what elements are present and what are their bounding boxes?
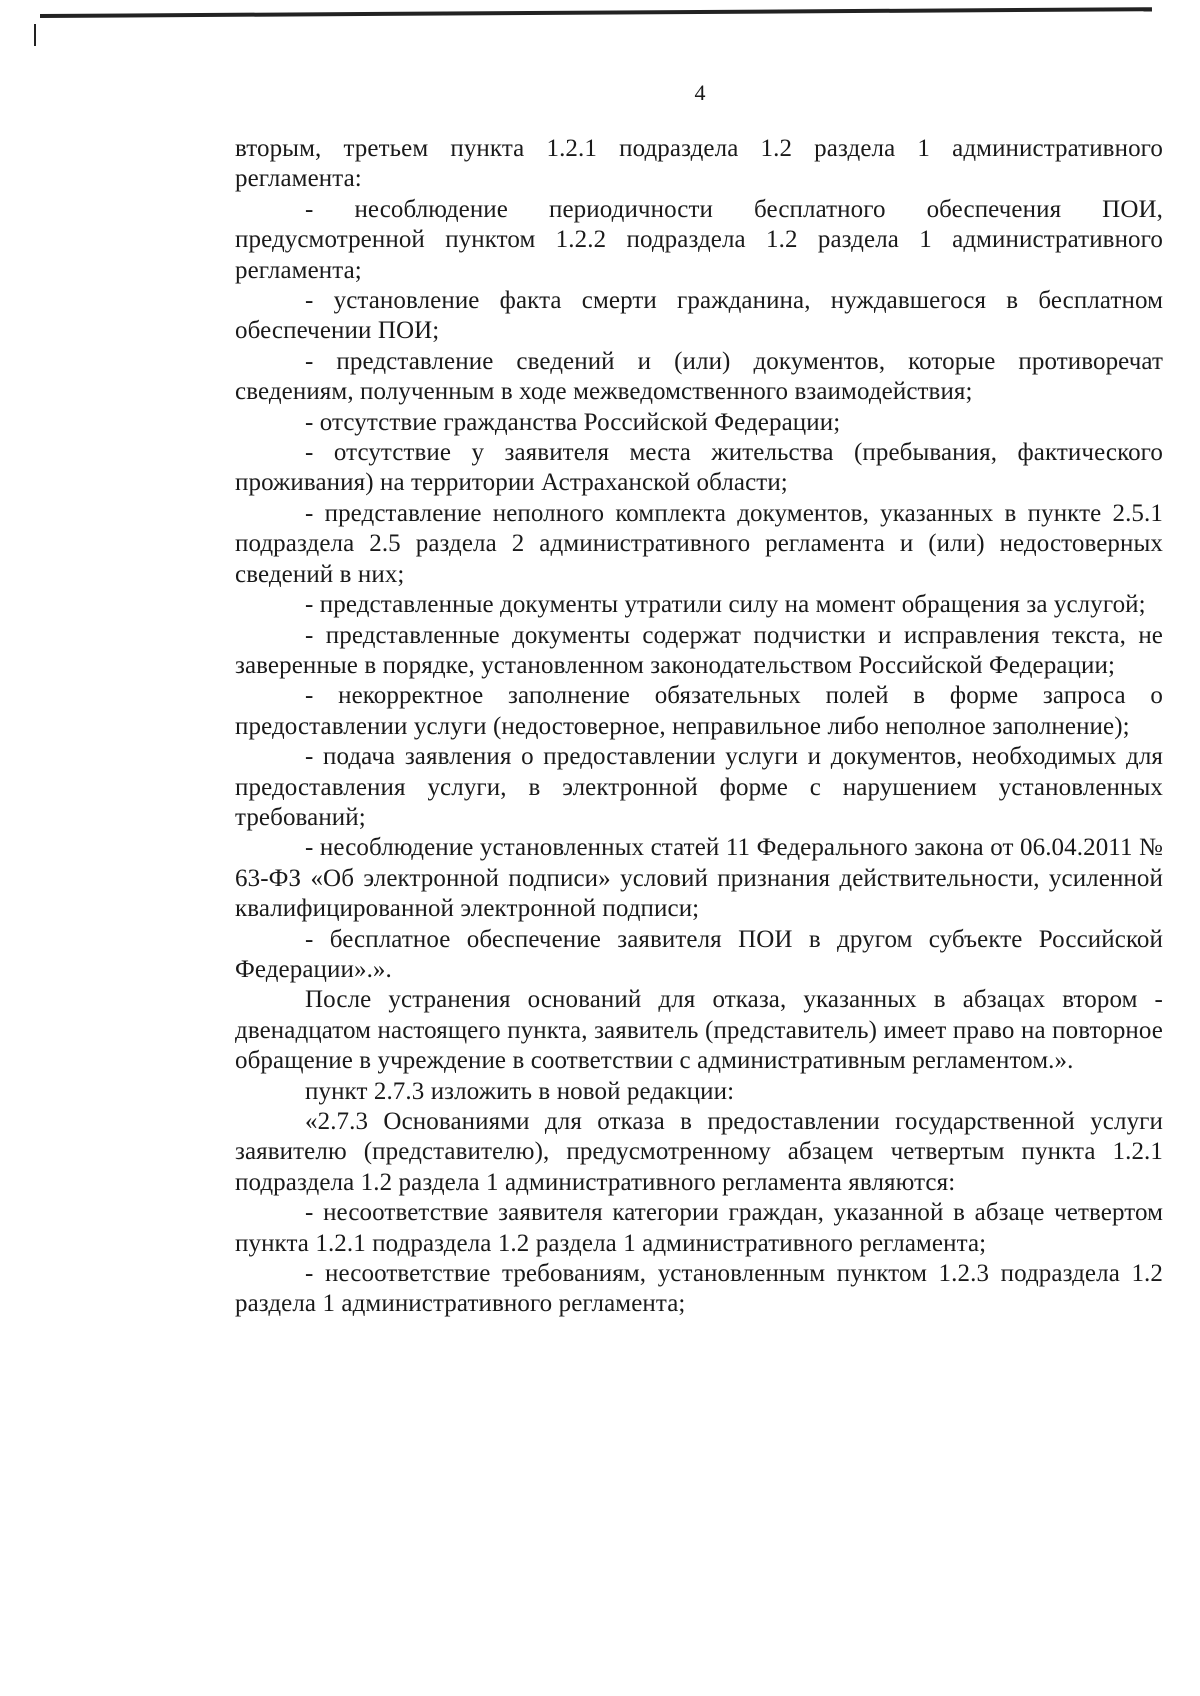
paragraph-list-item: - несоблюдение периодичности бесплатного обеспечения ПОИ, предусмотренной пунктом 1.2.2 подраздела 1.2 раздела 1 административного регламента; (235, 195, 1163, 284)
paragraph-list-item: - несоответствие заявителя категории граждан, указанной в абзаце четвертом пункта 1.2.1 подраздела 1.2 раздела 1 административного регламента; (235, 1199, 1163, 1257)
paragraph-list-item: - отсутствие у заявителя места жительства (пребывания, фактического проживания) на территории Астраханской области; (235, 439, 1163, 497)
paragraph-list-item: - некорректное заполнение обязательных полей в форме запроса о предоставлении услуги (недостоверное, неправильное либо неполное заполнение); (235, 682, 1163, 740)
paragraph-body: «2.7.3 Основаниями для отказа в предоставлении государственной услуги заявителю (представителю), предусмотренному абзацем четвертым пункта 1.2.1 подраздела 1.2 раздела 1 административного регламента являются: (235, 1108, 1163, 1196)
scan-border-left (34, 24, 36, 46)
paragraph-list-item: - представление сведений и (или) документов, которые противоречат сведениям, полученным в ходе межведомственного взаимодействия; (235, 347, 1163, 406)
paragraph-list-item: - установление факта смерти гражданина, нуждавшегося в бесплатном обеспечении ПОИ; (235, 287, 1163, 345)
page-number: 4 (694, 80, 706, 105)
document-body (235, 134, 1163, 1320)
paragraph-continuation: вторым, третьем пункта 1.2.1 подраздела 1.2 раздела 1 административного регламента: (235, 135, 1163, 193)
paragraph-list-item: - несоблюдение установленных статей 11 Федерального закона от 06.04.2011 № 63-ФЗ «Об электронной подписи» условий признания действительности, усиленной квалифицированной электронной подписи; (235, 834, 1163, 923)
paragraph-list-item: - отсутствие гражданства Российской Федерации; (305, 408, 841, 436)
paragraph-list-item: - представленные документы утратили силу на момент обращения за услугой; (305, 591, 1146, 619)
paragraph-list-item: - подача заявления о предоставлении услуги и документов, необходимых для предоставления услуги, в электронной форме с нарушением установленных требований; (235, 743, 1163, 831)
paragraph-body: После устранения оснований для отказа, указанных в абзацах втором - двенадцатом настоящего пункта, заявитель (представитель) имеет право на повторное обращение в учреждение в соответствии с административным регламентом.». (235, 986, 1163, 1075)
paragraph-body: пункт 2.7.3 изложить в новой редакции: (305, 1077, 735, 1105)
scan-border-top (40, 7, 1152, 18)
paragraph-list-item: - представленные документы содержат подчистки и исправления текста, не заверенные в порядке, установленном законодательством Российской Федерации; (235, 621, 1163, 679)
paragraph-list-item: - представление неполного комплекта документов, указанных в пункте 2.5.1 подраздела 2.5 раздела 2 административного регламента и (или) недостоверных сведений в них; (235, 499, 1163, 588)
paragraph-list-item: - бесплатное обеспечение заявителя ПОИ в другом субъекте Российской Федерации».». (235, 925, 1163, 983)
paragraph-list-item: - несоответствие требованиям, установленным пунктом 1.2.3 подраздела 1.2 раздела 1 административного регламента; (235, 1260, 1163, 1318)
